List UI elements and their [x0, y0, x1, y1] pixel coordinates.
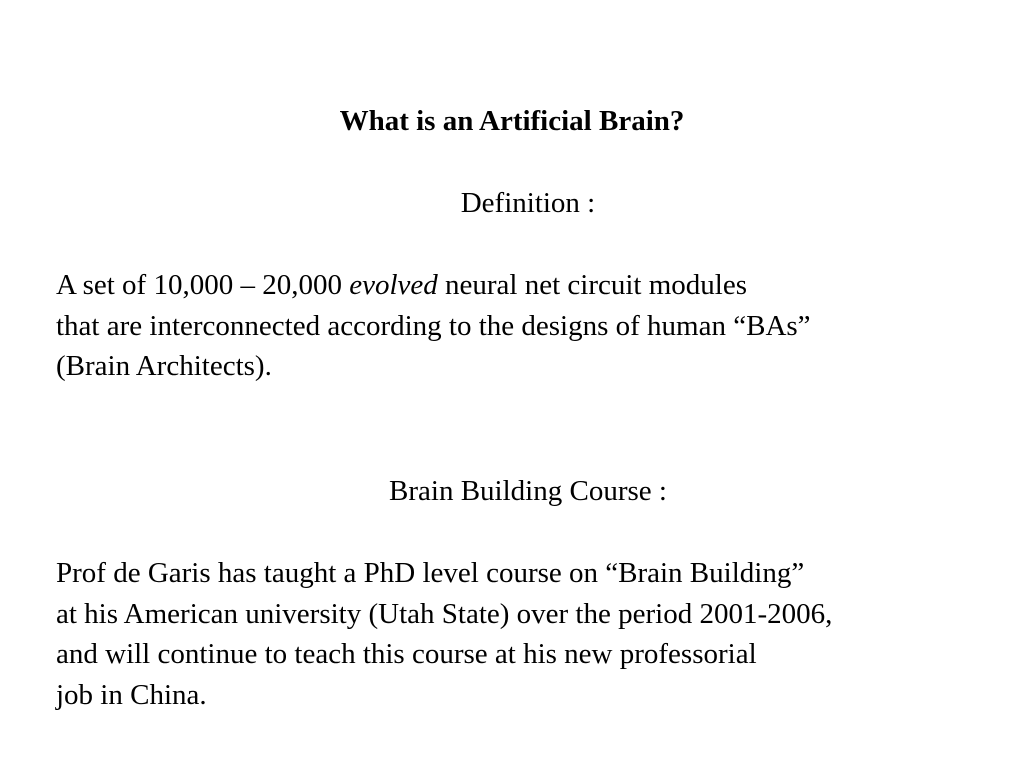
definition-line-1 — [56, 265, 996, 306]
course-line-1: Prof de Garis has taught a PhD level course on “Brain Building” — [56, 557, 805, 589]
course-line-2: at his American university (Utah State) over the period 2001-2006, — [56, 597, 833, 630]
course-line-3: and will continue to teach this course at his new professorial — [56, 638, 757, 670]
slide-title: What is an Artificial Brain? — [339, 105, 685, 137]
course-heading: Brain Building Course : — [389, 475, 667, 507]
definition-heading: Definition : — [460, 187, 596, 219]
course-paragraph — [56, 553, 996, 715]
definition-paragraph — [56, 265, 996, 387]
definition-line-1-prefix: A set of 10,000 – 20,000 — [56, 269, 350, 301]
definition-line-3: (Brain Architects). — [56, 350, 272, 382]
definition-line-2: that are interconnected according to the designs of human “BAs” — [56, 309, 811, 342]
course-line-4: job in China. — [56, 678, 207, 711]
definition-line-1-suffix: neural net circuit modules — [437, 269, 747, 301]
definition-emphasis-evolved: evolved — [349, 269, 438, 301]
